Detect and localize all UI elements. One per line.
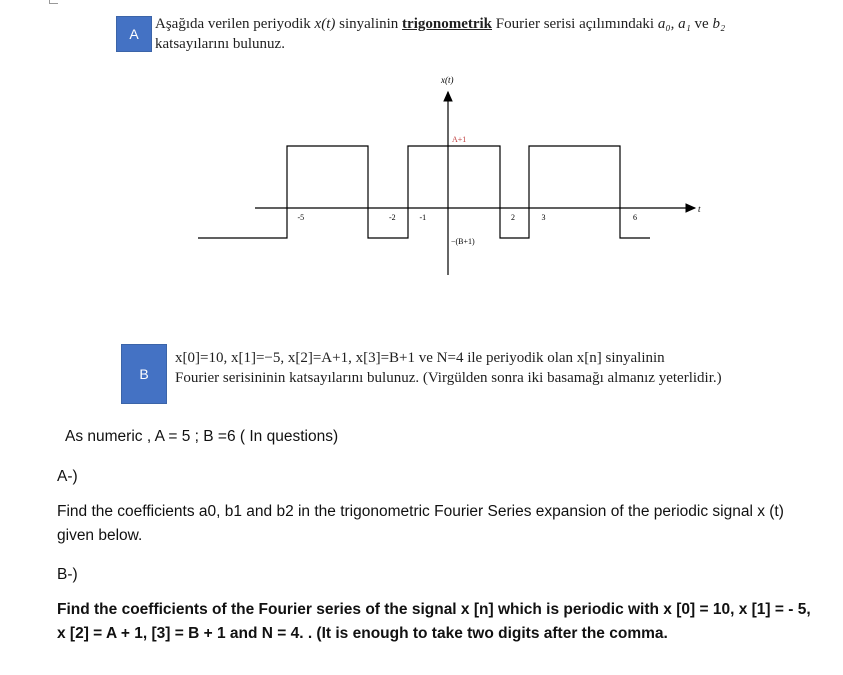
qa-keyword: trigonometrik (402, 16, 493, 32)
question-b-tag: B (139, 366, 149, 382)
answer-b-text: Find the coefficients of the Fourier series of the signal x [n] which is periodic with x [0] = 10, x [1] = - 5, x [2] = A + 1, [3] = B + 1 and N = 4. . (It is enough to take two digits after the comma. (57, 601, 811, 642)
qa-rest: Fourier serisi açılımındaki (495, 16, 655, 32)
answer-a-text: Find the coefficients a0, b1 and b2 in the trigonometric Fourier Series expansion of the periodic signal x (t) given below. (57, 503, 784, 544)
tick-label: -2 (389, 213, 396, 222)
question-b-badge (121, 344, 167, 404)
question-b-text (175, 348, 815, 388)
tick-label: -1 (419, 213, 427, 222)
tick-label: 6 (633, 213, 637, 222)
tick-labels (298, 213, 638, 222)
tick-label: 2 (511, 213, 515, 222)
signal-figure (190, 70, 710, 280)
dotted-guides (287, 146, 620, 238)
answer-b-heading: B-) (57, 566, 78, 583)
qb-line1: x[0]=10, x[1]=−5, x[2]=A+1, x[3]=B+1 ve N=4 ile periyodik olan x[n] sinyalinin (175, 350, 665, 366)
qa-mid: sinyalinin (339, 16, 399, 32)
qa-line2: katsayılarını bulunuz. (155, 36, 285, 52)
qa-coef-a0: a₀ (657, 16, 671, 32)
numeric-note: As numeric , A = 5 ; B =6 ( In questions) (65, 428, 339, 445)
qa-signal: x(t) (314, 16, 336, 32)
high-level-label: A+1 (452, 135, 467, 144)
y-axis-label: x(t) (441, 75, 454, 85)
qa-intro: Aşağıda verilen periyodik (155, 16, 311, 32)
answer-a-heading: A-) (57, 468, 78, 485)
qa-coef-b2: b₂ (712, 16, 726, 32)
question-a-text (155, 14, 795, 54)
qa-and: ve (694, 16, 709, 32)
low-level-label: −(B+1) (451, 237, 475, 246)
question-a-tag: A (129, 26, 139, 42)
square-wave (198, 146, 650, 238)
tick-label: 3 (541, 213, 546, 222)
qb-line2: Fourier serisininin katsayılarını bulunuz. (Virgülden sonra iki basamağı almanız yeterlidir.) (175, 370, 722, 386)
qa-sep: , (670, 16, 675, 32)
tick-label: -5 (297, 213, 305, 222)
question-a-badge (116, 16, 152, 52)
page-corner-mark (49, 0, 58, 4)
x-axis-label: t (698, 204, 701, 214)
qa-coef-a1: a₁ (678, 16, 691, 32)
